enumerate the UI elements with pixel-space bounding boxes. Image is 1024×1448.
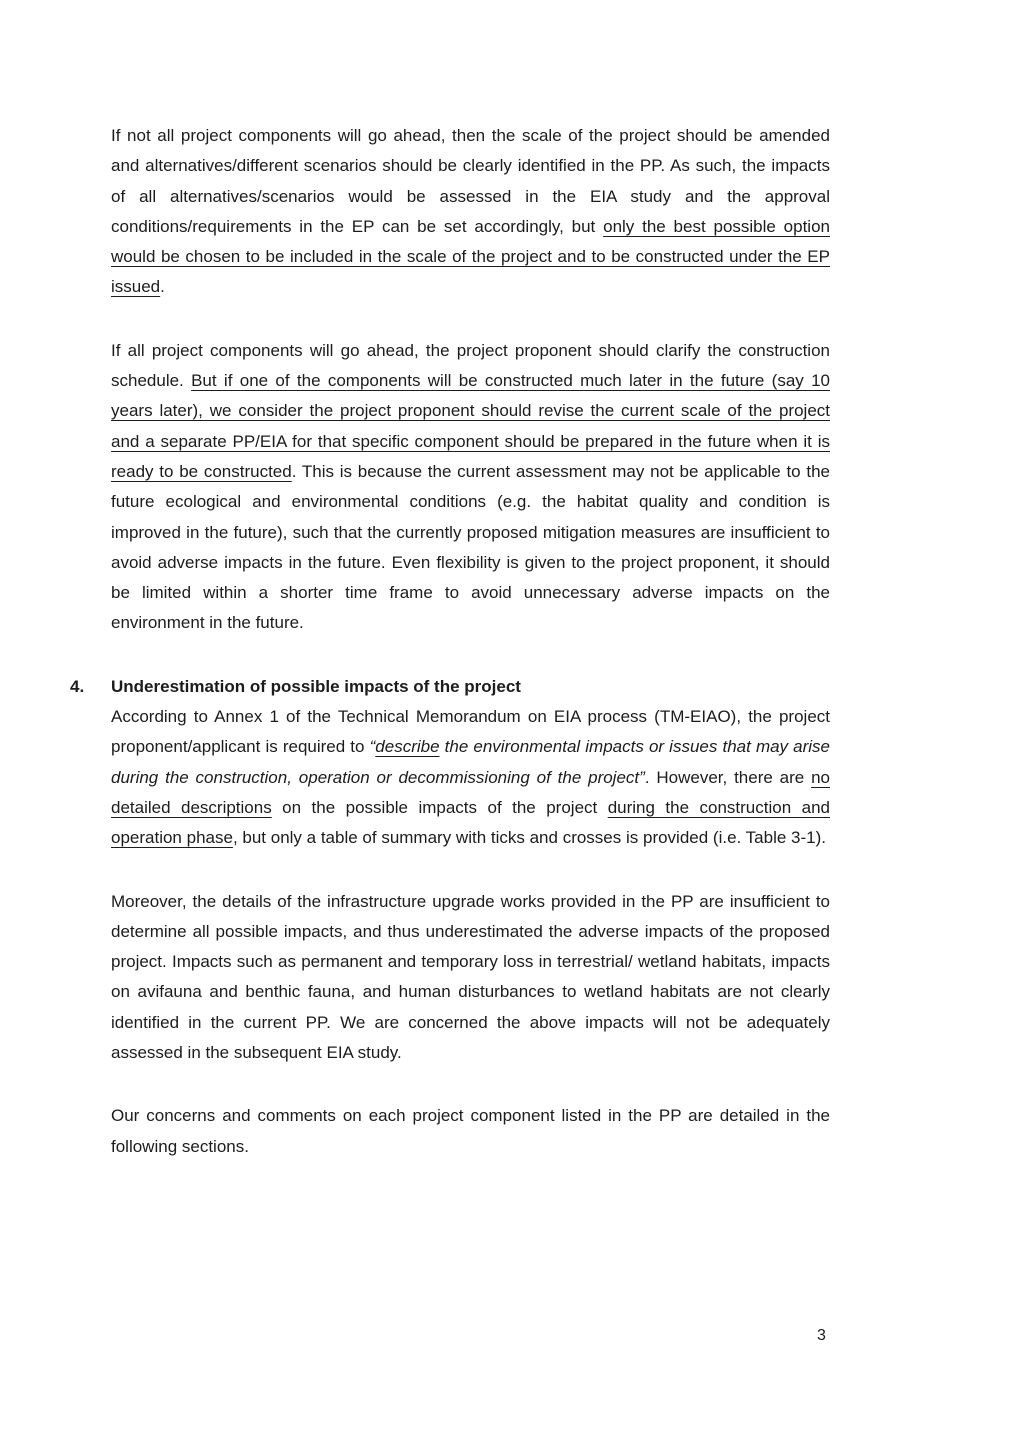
text-run: If not all project components will go ahead, then the scale of the project should be amended and alternatives/different scenarios should be clearly identified in the PP. As such, the impacts of all alternatives/scenarios would be assessed in the EIA study and the approval conditions/requirements in the EP can be set accordingly, but bbox=[111, 126, 830, 236]
text-run: Our concerns and comments on each project component listed in the PP are detailed in the following sections. bbox=[111, 1106, 830, 1156]
paragraph-project-scale-amendment bbox=[111, 121, 830, 303]
paragraph-construction-schedule bbox=[111, 336, 830, 639]
paragraph-tm-eiao-requirement bbox=[111, 702, 830, 853]
page-number: 3 bbox=[817, 1327, 826, 1344]
text-run: during the construction and operation phase bbox=[111, 797, 830, 848]
text-run: . However, there are bbox=[644, 767, 812, 787]
section-number: 4. bbox=[70, 676, 85, 696]
text-run: the environmental impacts or issues that may arise during the construction, operation or decommissioning of the project bbox=[111, 737, 831, 787]
text-run: . bbox=[160, 277, 165, 297]
text-run: ” bbox=[639, 767, 645, 787]
section-heading bbox=[70, 672, 830, 702]
text-run: If all project components will go ahead, the project proponent should clarify the construction schedule. bbox=[111, 340, 830, 391]
document-body bbox=[70, 121, 831, 1162]
paragraph-underestimated-impacts bbox=[111, 887, 830, 1069]
text-run: “ bbox=[369, 737, 376, 757]
text-run: But if one of the components will be constructed much later in the future (say 10 years later), we consider the project proponent should revise the current scale of the project and a separate PP/EIA for that specific component should be prepared in the future when it is ready to be constructed bbox=[111, 371, 831, 481]
text-run: no detailed descriptions bbox=[111, 767, 830, 817]
text-run: on the possible impacts of the project bbox=[271, 797, 608, 817]
text-run: . This is because the current assessment may not be applicable to the future ecological and environmental conditions (e.g. the habitat quality and condition is improved in the future), such that the currently proposed mitigation measures are insufficient to avoid adverse impacts in the future. Even flexibility is given to the project proponent, it should be limited within a shorter time frame to avoid unnecessary adverse impacts on the environment in the future. bbox=[111, 461, 831, 633]
text-run: describe bbox=[375, 737, 440, 757]
text-run: According to Annex 1 of the Technical Memorandum on EIA process (TM-EIAO), the project proponent/applicant is required to bbox=[111, 707, 830, 757]
text-run: , but only a table of summary with ticks and crosses is provided (i.e. Table 3-1). bbox=[232, 828, 826, 848]
text-run: only the best possible option would be chosen to be included in the scale of the project and to be constructed under the EP issued bbox=[111, 216, 830, 297]
text-run: Moreover, the details of the infrastructure upgrade works provided in the PP are insufficient to determine all possible impacts, and thus underestimated the adverse impacts of the proposed project. Impacts such as permanent and temporary loss in terrestrial/ wetland habitats, impacts on avifauna and benthic fauna, and human disturbances to wetland habitats are not clearly identified in the current PP. We are concerned the above impacts will not be adequately assessed in the subsequent EIA study. bbox=[111, 891, 830, 1063]
section-title: Underestimation of possible impacts of the project bbox=[111, 676, 521, 696]
paragraph-concerns-following-sections bbox=[111, 1101, 830, 1162]
